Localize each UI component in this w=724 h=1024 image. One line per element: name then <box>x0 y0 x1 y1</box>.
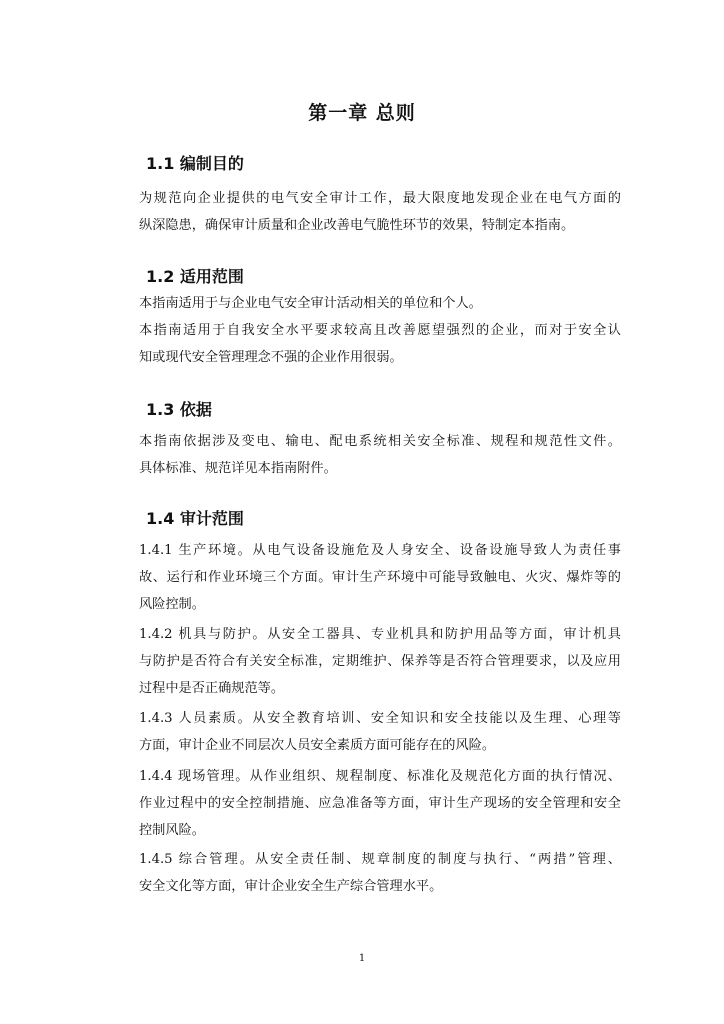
paragraph-1-2-scope-b <box>111 318 621 372</box>
section-heading-1-4: 1.4 审计范围 <box>146 509 244 528</box>
section-heading-1-3: 1.3 依据 <box>146 400 212 419</box>
paragraph-line: 1.4.2 机具与防护。从安全工器具、专业机具和防护用品等方面，审计机具 <box>139 627 621 642</box>
paragraph-line: 本指南依据涉及变电、输电、配电系统相关安全标准、规程和规范性文件。 <box>139 434 621 449</box>
paragraph-1-4-5 <box>111 847 621 901</box>
paragraph-line: 具体标准、规范详见本指南附件。 <box>139 460 337 476</box>
paragraph-line: 纵深隐患，确保审计质量和企业改善电气脆性环节的效果，特制定本指南。 <box>139 217 575 233</box>
paragraph-line: 1.4.4 现场管理。从作业组织、规程制度、标准化及规范化方面的执行情况、 <box>139 769 621 784</box>
paragraph-line: 知或现代安全管理理念不强的企业作用很弱。 <box>139 349 403 365</box>
paragraph-line: 1.4.5 综合管理。从安全责任制、规章制度的制度与执行、“两措”管理、 <box>139 852 621 867</box>
paragraph-line: 方面，审计企业不同层次人员安全素质方面可能存在的风险。 <box>139 737 496 753</box>
paragraph-line: 控制风险。 <box>139 822 205 838</box>
paragraph-1-4-2 <box>111 622 621 702</box>
paragraph-1-4-4 <box>111 764 621 844</box>
paragraph-line: 1.4.1 生产环境。从电气设备设施危及人身安全、设备设施导致人为责任事 <box>139 543 621 558</box>
chapter-title: 第一章 总则 <box>308 102 416 124</box>
paragraph-line: 作业过程中的安全控制措施、应急准备等方面，审计生产现场的安全管理和安全 <box>139 795 621 811</box>
paragraph-1-4-3 <box>111 706 621 760</box>
section-heading-1-2: 1.2 适用范围 <box>146 267 244 286</box>
paragraph-line: 1.4.3 人员素质。从安全教育培训、安全知识和安全技能以及生理、心理等 <box>139 711 621 726</box>
paragraph-1-2-scope-a <box>111 291 621 318</box>
paragraph-line: 本指南适用于与企业电气安全审计活动相关的单位和个人。 <box>139 296 482 311</box>
paragraph-line: 风险控制。 <box>139 596 205 612</box>
paragraph-line: 安全文化等方面，审计企业安全生产综合管理水平。 <box>139 878 443 894</box>
paragraph-1-3-basis <box>111 429 621 483</box>
paragraph-line: 与防护是否符合有关安全标准，定期维护、保养等是否符合管理要求，以及应用 <box>139 653 621 669</box>
section-heading-1-1: 1.1 编制目的 <box>146 154 244 173</box>
page-number: 1 <box>358 953 366 964</box>
paragraph-line: 为规范向企业提供的电气安全审计工作，最大限度地发现企业在电气方面的 <box>139 191 621 206</box>
paragraph-1-4-1 <box>111 538 621 618</box>
paragraph-1-1-purpose <box>111 186 621 240</box>
paragraph-line: 本指南适用于自我安全水平要求较高且改善愿望强烈的企业，而对于安全认 <box>139 323 621 338</box>
paragraph-line: 过程中是否正确规范等。 <box>139 680 285 696</box>
paragraph-line: 故、运行和作业环境三个方面。审计生产环境中可能导致触电、火灾、爆炸等的 <box>139 569 621 585</box>
